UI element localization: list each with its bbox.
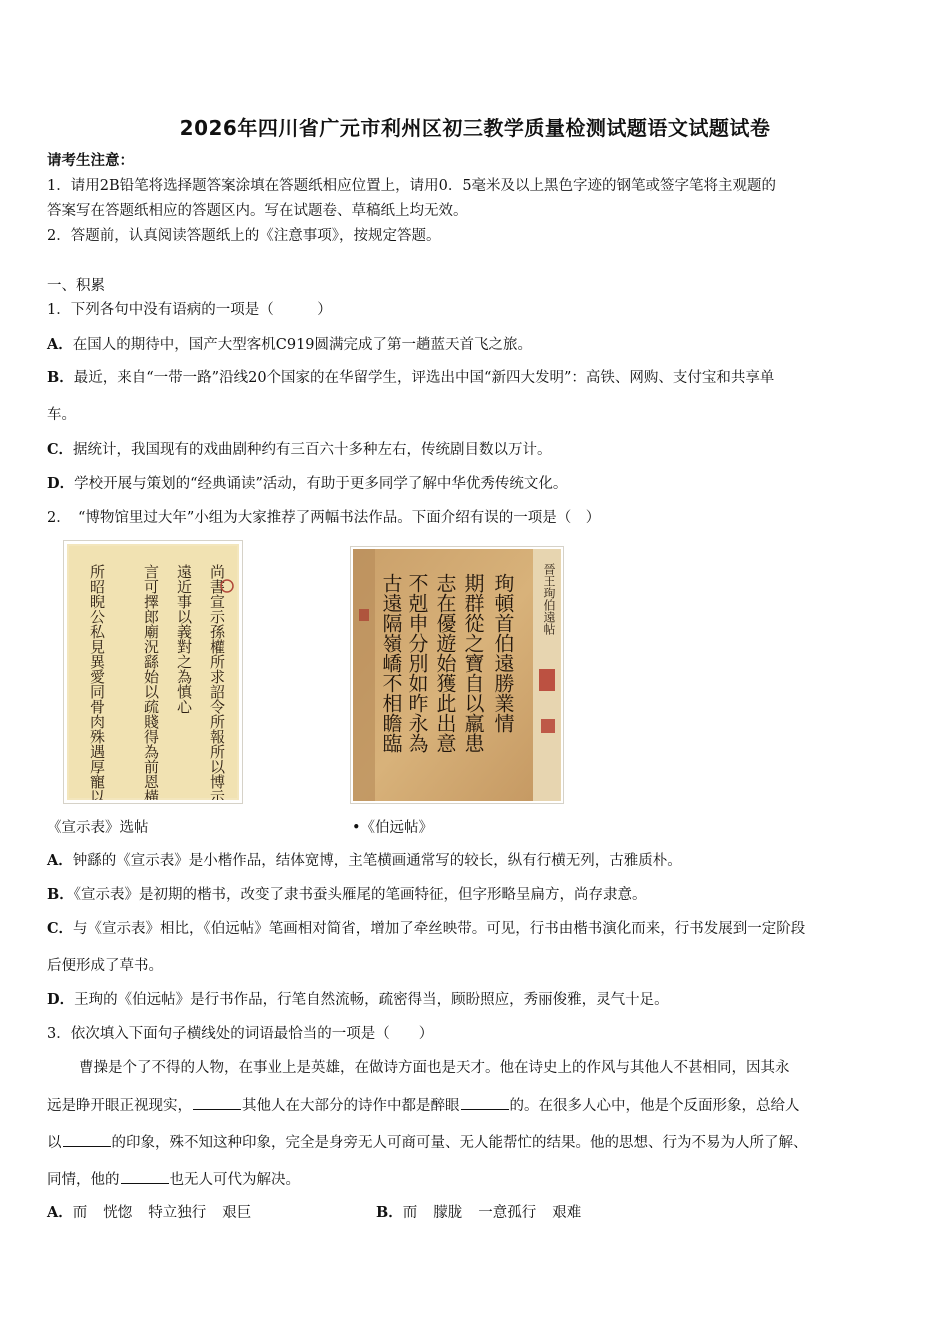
option-text: 王珣的《伯远帖》是行书作品，行笔自然流畅，疏密得当，顾盼照应，秀丽俊雅，灵气十足。 <box>74 992 669 1008</box>
option-text: 与《宣示表》相比，《伯远帖》笔画相对简省，增加了牵丝映带。可见，行书由楷书演化而来，行书发展到一定阶段 <box>73 921 806 937</box>
passage-text: 同情，他的 <box>47 1172 120 1188</box>
passage-text: 以 <box>47 1135 62 1151</box>
calligraphy-column: 古遠隔嶺嶠不相瞻臨 <box>379 573 403 753</box>
answer-blank[interactable] <box>193 1095 241 1110</box>
seal-mark <box>359 609 369 621</box>
q1-option-b <box>47 368 774 388</box>
option-label: A． <box>47 1204 73 1221</box>
notice-item: 答案写在答题纸相应的答题区内。写在试题卷、草稿纸上均无效。 <box>47 203 468 219</box>
q1-option-d <box>47 474 567 494</box>
q2-option-c-cont: 后便形成了草书。 <box>47 958 163 974</box>
calligraphy-image-xuanshibiao <box>63 540 243 804</box>
notice-item: 2．答题前，认真阅读答题纸上的《注意事项》，按规定答题。 <box>47 228 441 244</box>
answer-blank[interactable] <box>63 1132 111 1147</box>
page-title: 2026年四川省广元市利州区初三教学质量检测试题语文试题试卷 <box>179 116 771 140</box>
option-text: 最近，来自“一带一路”沿线20个国家的在华留学生，评选出中国“新四大发明”：高铁、网购、支付宝和共享单 <box>73 370 775 386</box>
calligraphy-column: 珣頓首伯遠勝業情 <box>491 573 515 733</box>
option-label: D． <box>47 475 75 492</box>
passage-line <box>47 1132 808 1153</box>
q2-option-b <box>47 885 647 905</box>
passage-text: 也无人可代为解决。 <box>169 1172 300 1188</box>
passage-text: 的。在很多人心中，他是个反面形象，总给人 <box>509 1098 800 1114</box>
q2-option-c <box>47 919 805 939</box>
calligraphy-column: 不剋申分別如昨永為 <box>405 573 429 753</box>
option-label: B． <box>47 886 74 903</box>
q2-option-a <box>47 851 682 871</box>
option-label: A． <box>47 336 73 353</box>
passage-text: 的印象，殊不知这种印象，完全是身旁无人可商可量、无人能帮忙的结果。他的思想、行为不易为人所了解、 <box>111 1135 808 1151</box>
option-word: 艰巨 <box>222 1205 252 1221</box>
seal-mark <box>539 669 555 691</box>
option-word: 而 <box>402 1205 418 1221</box>
option-label: B． <box>47 369 74 386</box>
option-text: 据统计，我国现有的戏曲剧种约有三百六十多种左右，传统剧目数以万计。 <box>73 442 552 458</box>
option-word: 恍惚 <box>103 1205 133 1221</box>
option-text: 钟繇的《宣示表》是小楷作品，结体宽博，主笔横画通常写的较长，纵有行横无列，古雅质朴。 <box>72 853 682 869</box>
question-2-stem: 2． “博物馆里过大年”小组为大家推荐了两幅书法作品。下面介绍有误的一项是（ ） <box>47 510 601 526</box>
option-text: 在国人的期待中，国产大型客机C919圆满完成了第一趟蓝天首飞之旅。 <box>72 337 533 353</box>
option-word: 特立独行 <box>148 1205 207 1221</box>
caption-xuanshibiao: 《宣示表》选帖 <box>47 820 149 836</box>
section-heading: 一、积累 <box>47 278 105 294</box>
notice-heading: 请考生注意： <box>47 152 134 169</box>
option-text: 《宣示表》是初期的楷书，改变了隶书蚕头雁尾的笔画特征，但字形略呈扁方，尚存隶意。 <box>73 887 647 903</box>
option-word: 朦胧 <box>433 1205 463 1221</box>
seal-mark <box>541 719 555 733</box>
option-word: 而 <box>72 1205 88 1221</box>
option-label: D． <box>47 991 75 1008</box>
passage-line <box>47 1095 800 1116</box>
option-text: 学校开展与策划的“经典诵读”活动，有助于更多同学了解中华优秀传统文化。 <box>74 476 568 492</box>
question-1-stem: 1．下列各句中没有语病的一项是（ ） <box>47 302 332 318</box>
passage-text: 其他人在大部分的诗作中都是醉眼 <box>242 1098 460 1114</box>
boyuantie-artwork <box>353 549 561 801</box>
answer-blank[interactable] <box>121 1169 169 1184</box>
q3-option-b <box>376 1203 581 1223</box>
option-label: C． <box>47 920 74 937</box>
option-label: A． <box>47 852 73 869</box>
calligraphy-column: 所昭睨公私見異愛同骨肉殊遇厚寵以至 <box>88 564 106 800</box>
passage-line <box>47 1169 300 1190</box>
calligraphy-column: 尚書宣示孫權所求詔令所報所以博示 <box>208 564 226 800</box>
answer-blank[interactable] <box>461 1095 509 1110</box>
option-word: 一意孤行 <box>478 1205 537 1221</box>
calligraphy-inscription: 晉王珣伯遠帖 <box>542 563 556 635</box>
q1-option-b-cont: 车。 <box>47 407 76 423</box>
notice-item: 1．请用2B铅笔将选择题答案涂填在答题纸相应位置上，请用0．5毫米及以上黑色字迹的钢笔或签字笔将主观题的 <box>47 178 777 194</box>
calligraphy-column: 遠近事以義對之為慎心 <box>175 564 193 714</box>
passage-text: 远是睁开眼正视现实， <box>47 1098 192 1114</box>
passage-line: 曹操是个了不得的人物，在事业上是英雄，在做诗方面也是天才。他在诗史上的作风与其他人不甚相同，因其永 <box>79 1060 790 1076</box>
calligraphy-column: 期群從之寶自以羸患 <box>461 573 485 753</box>
q1-option-c <box>47 440 552 460</box>
caption-boyuantie: •《伯远帖》 <box>352 820 434 836</box>
q2-option-d <box>47 990 669 1010</box>
q1-option-a <box>47 335 532 355</box>
calligraphy-column: 志在優遊始獲此出意 <box>433 573 457 753</box>
option-label: C． <box>47 441 74 458</box>
option-label: B． <box>376 1204 403 1221</box>
xuanshibiao-artwork <box>67 544 239 800</box>
calligraphy-column: 言可擇郎廟況繇始以疏賤得為前恩橫 <box>142 564 160 800</box>
calligraphy-image-boyuantie <box>350 546 564 804</box>
q3-option-a <box>47 1203 251 1223</box>
question-3-stem: 3．依次填入下面句子横线处的词语最恰当的一项是（ ） <box>47 1026 434 1042</box>
option-word: 艰难 <box>552 1205 582 1221</box>
